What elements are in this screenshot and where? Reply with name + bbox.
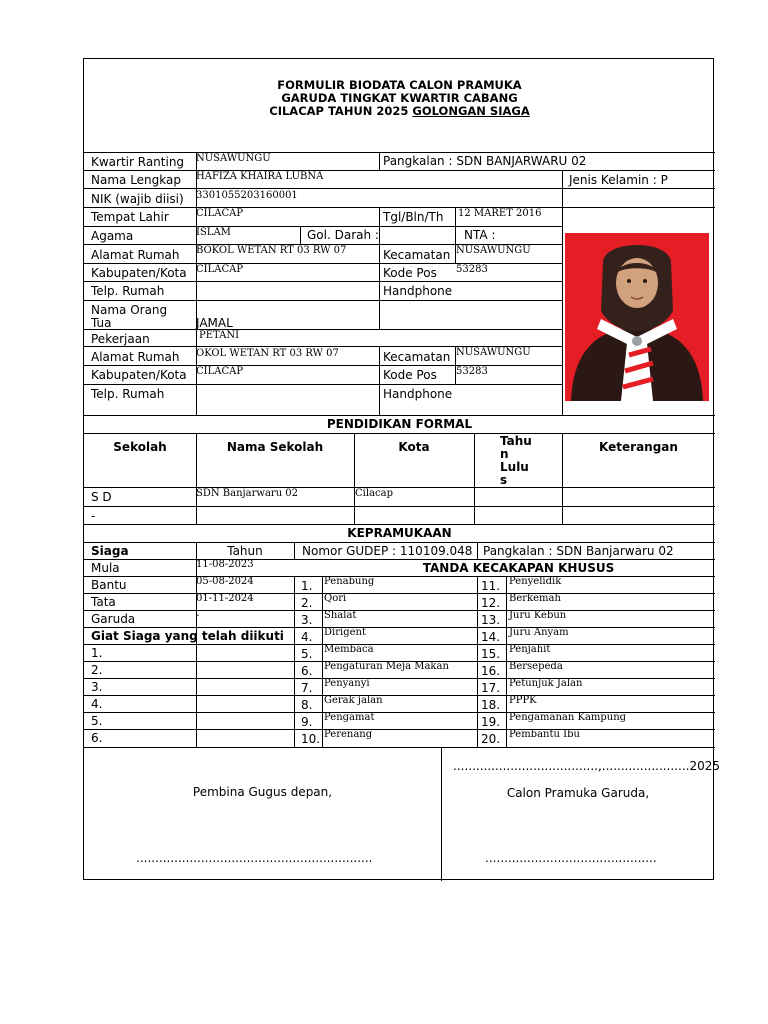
- tkk-number: 12.: [481, 596, 501, 610]
- rule: [322, 576, 323, 747]
- rule: [84, 415, 715, 416]
- agama-value: ISLAM: [196, 227, 231, 238]
- kecamatan-value: NUSAWUNGU: [456, 245, 531, 256]
- rule: [84, 384, 562, 385]
- rule: [294, 542, 295, 559]
- tkk-item: Perenang: [324, 729, 373, 740]
- calon-signature-line: .............................................: [485, 851, 657, 865]
- tkk-number: 3.: [301, 613, 313, 627]
- level-label: Tata: [91, 595, 116, 609]
- rule: [474, 433, 475, 524]
- gudep-text: Nomor GUDEP : 110109.048: [302, 544, 473, 558]
- nik-value: 3301055203160001: [196, 190, 298, 201]
- rule: [84, 188, 715, 189]
- level-label: Mula: [91, 561, 120, 575]
- rule: [84, 281, 562, 282]
- gol-darah-text: Gol. Darah :: [307, 228, 379, 242]
- biodata-form: [83, 58, 721, 880]
- signature-date-line: ......................................,.......................2025: [453, 759, 721, 773]
- rule: [84, 263, 562, 264]
- kwartir-ranting-label: Kwartir Ranting: [91, 155, 185, 169]
- rule: [84, 207, 715, 208]
- kecamatan-label: Kecamatan: [383, 248, 451, 262]
- siaga-label: Siaga: [91, 544, 129, 558]
- tkk-number: 11.: [481, 579, 501, 593]
- nama-value: HAFIZA KHAIRA LUBNA: [196, 171, 324, 182]
- tkk-item: Pengamanan Kampung: [509, 712, 627, 723]
- handphone2-label: Handphone: [383, 387, 453, 401]
- kabupaten2-label: Kabupaten/Kota: [91, 368, 187, 382]
- student-photo: [565, 233, 709, 401]
- nik-label: NIK (wajib diisi): [91, 192, 184, 206]
- kepramukaan-heading: KEPRAMUKAAN: [347, 526, 452, 540]
- alamat-label: Alamat Rumah: [91, 248, 180, 262]
- giat-item: 4.: [91, 697, 103, 711]
- kode-pos-label: Kode Pos: [383, 266, 437, 280]
- telp-label: Telp. Rumah: [91, 284, 165, 298]
- title-line-1: FORMULIR BIODATA CALON PRAMUKA: [277, 78, 522, 92]
- giat-item: 1.: [91, 646, 103, 660]
- tkk-number: 13.: [481, 613, 501, 627]
- form-title: [84, 79, 715, 118]
- tkk-number: 19.: [481, 715, 501, 729]
- rule: [441, 747, 442, 881]
- tkk-item: Juru Anyam: [509, 627, 569, 638]
- pekerjaan-value: PETANI: [199, 330, 240, 341]
- alamat2-value: OKOL WETAN RT 03 RW 07: [196, 348, 339, 359]
- tkk-number: 6.: [301, 664, 313, 678]
- kabupaten2-value: CILACAP: [196, 366, 244, 377]
- tkk-item: Berkemah: [509, 593, 561, 604]
- rule: [84, 329, 562, 330]
- tkk-number: 5.: [301, 647, 313, 661]
- alamat2-label: Alamat Rumah: [91, 350, 180, 364]
- tkk-number: 17.: [481, 681, 501, 695]
- tkk-number: 14.: [481, 630, 501, 644]
- tkk-number: 20.: [481, 732, 501, 746]
- rule: [84, 300, 562, 301]
- rule: [477, 542, 478, 559]
- col-tahun-lulus-header: Tahu n Lulu s: [500, 434, 532, 487]
- rule: [84, 226, 562, 227]
- rule: [84, 170, 715, 171]
- col-keterangan-header: Keterangan: [599, 440, 678, 454]
- rule: [84, 593, 715, 594]
- giat-item: 3.: [91, 680, 103, 694]
- rule: [84, 524, 715, 525]
- tkk-item: Gerak jalan: [324, 695, 383, 706]
- tempat-lahir-value: CILACAP: [196, 208, 244, 219]
- kecamatan2-label: Kecamatan: [383, 350, 451, 364]
- portrait-illustration: [565, 233, 709, 401]
- tkk-heading: TANDA KECAKAPAN KHUSUS: [422, 561, 615, 575]
- rule: [379, 152, 380, 170]
- title-line-2: GARUDA TINGKAT KWARTIR CABANG: [281, 91, 518, 105]
- kecamatan2-value: NUSAWUNGU: [456, 347, 531, 358]
- tkk-number: 4.: [301, 630, 313, 644]
- kode-pos-value: 53283: [456, 264, 488, 275]
- pendidikan-heading: PENDIDIKAN FORMAL: [326, 417, 473, 431]
- orang-tua-label-2: Tua: [91, 316, 112, 330]
- col-kota-header: Kota: [398, 440, 430, 454]
- tkk-number: 10.: [301, 732, 321, 746]
- tkk-item: Pengaturan Meja Makan: [324, 661, 449, 672]
- level-date: 05-08-2024: [196, 576, 254, 587]
- sekolah-row-1-level: S D: [91, 490, 112, 504]
- nta-text: NTA :: [464, 228, 496, 242]
- tkk-item: PPPK: [509, 695, 537, 706]
- nama-label: Nama Lengkap: [91, 173, 181, 187]
- tkk-item: Membaca: [324, 644, 374, 655]
- giat-heading: Giat Siaga yang telah diikuti: [91, 629, 284, 643]
- tkk-item: Juru Kebun: [509, 610, 567, 621]
- level-label: Garuda: [91, 612, 136, 626]
- kode-pos2-label: Kode Pos: [383, 368, 437, 382]
- tkk-item: Shalat: [324, 610, 357, 621]
- rule: [84, 542, 715, 543]
- tkk-number: 8.: [301, 698, 313, 712]
- kabupaten-value: CILACAP: [196, 264, 244, 275]
- orang-tua-value: JAMAL: [196, 316, 233, 330]
- tkk-item: Bersepeda: [509, 661, 563, 672]
- giat-item: 6.: [91, 731, 103, 745]
- tkk-item: Qori: [324, 593, 347, 604]
- rule: [477, 576, 478, 747]
- rule: [379, 263, 380, 329]
- rule: [84, 433, 715, 434]
- level-date: 11-08-2023: [196, 559, 254, 570]
- pangkalan-text: Pangkalan : SDN BANJARWARU 02: [383, 154, 587, 168]
- tkk-number: 15.: [481, 647, 501, 661]
- giat-item: 5.: [91, 714, 103, 728]
- rule: [84, 644, 715, 645]
- pangkalan-pramuka-text: Pangkalan : SDN Banjarwaru 02: [483, 544, 674, 558]
- tkk-number: 1.: [301, 579, 313, 593]
- rule: [84, 627, 715, 628]
- tkk-number: 16.: [481, 664, 501, 678]
- tkk-item: Penjahit: [509, 644, 551, 655]
- tkk-item: Pembantu Ibu: [509, 729, 580, 740]
- rule: [84, 487, 715, 488]
- tkk-item: Penyanyi: [324, 678, 370, 689]
- sekolah-row-2-level: -: [91, 509, 96, 523]
- rule: [84, 747, 715, 748]
- pembina-signature-line: ..............................................................: [136, 851, 373, 865]
- tgl-label: Tgl/Bln/Th: [383, 210, 444, 224]
- rule: [84, 729, 715, 730]
- tgl-value: 12 MARET 2016: [458, 208, 542, 219]
- tkk-item: Dirigent: [324, 627, 366, 638]
- tempat-lahir-label: Tempat Lahir: [91, 210, 169, 224]
- jenis-kelamin-text: Jenis Kelamin : P: [569, 173, 668, 187]
- level-label: Bantu: [91, 578, 127, 592]
- col-nama-sekolah-header: Nama Sekolah: [226, 440, 324, 454]
- rule: [84, 506, 715, 507]
- tkk-number: 7.: [301, 681, 313, 695]
- rule: [84, 695, 715, 696]
- title-line-3: CILACAP TAHUN 2025 GOLONGAN SIAGA: [269, 104, 530, 118]
- pembina-label: Pembina Gugus depan,: [192, 785, 333, 799]
- giat-item: 2.: [91, 663, 103, 677]
- sekolah-row-1-name: SDN Banjarwaru 02: [196, 488, 299, 499]
- level-date: -: [196, 610, 200, 621]
- tkk-item: Pengamat: [324, 712, 375, 723]
- alamat-value: BOKOL WETAN RT 03 RW 07: [196, 245, 347, 256]
- handphone-label: Handphone: [383, 284, 453, 298]
- telp2-label: Telp. Rumah: [91, 387, 165, 401]
- rule: [84, 559, 715, 560]
- rule: [84, 576, 715, 577]
- tahun-label: Tahun: [227, 544, 263, 558]
- tkk-number: 2.: [301, 596, 313, 610]
- rule: [84, 678, 715, 679]
- kwartir-ranting-value: NUSAWUNGU: [196, 153, 271, 164]
- level-date: 01-11-2024: [196, 593, 254, 604]
- orang-tua-label-1: Nama Orang: [91, 303, 168, 317]
- rule: [294, 576, 295, 747]
- tkk-item: Penyelidik: [509, 576, 562, 587]
- tkk-number: 9.: [301, 715, 313, 729]
- tkk-item: Petunjuk Jalan: [509, 678, 583, 689]
- tkk-item: Penabung: [324, 576, 375, 587]
- rule: [562, 170, 563, 415]
- rule: [506, 576, 507, 747]
- rule: [379, 346, 380, 415]
- rule: [300, 226, 301, 244]
- tkk-number: 18.: [481, 698, 501, 712]
- rule: [84, 152, 715, 153]
- rule: [84, 365, 562, 366]
- kabupaten-label: Kabupaten/Kota: [91, 266, 187, 280]
- sekolah-row-1-city: Cilacap: [355, 488, 393, 499]
- rule: [84, 610, 715, 611]
- kode-pos2-value: 53283: [456, 366, 488, 377]
- agama-label: Agama: [91, 229, 134, 243]
- rule: [196, 542, 200, 747]
- rule: [379, 207, 380, 263]
- pekerjaan-label: Pekerjaan: [91, 332, 150, 346]
- col-sekolah-header: Sekolah: [113, 440, 167, 454]
- calon-label: Calon Pramuka Garuda,: [506, 786, 650, 800]
